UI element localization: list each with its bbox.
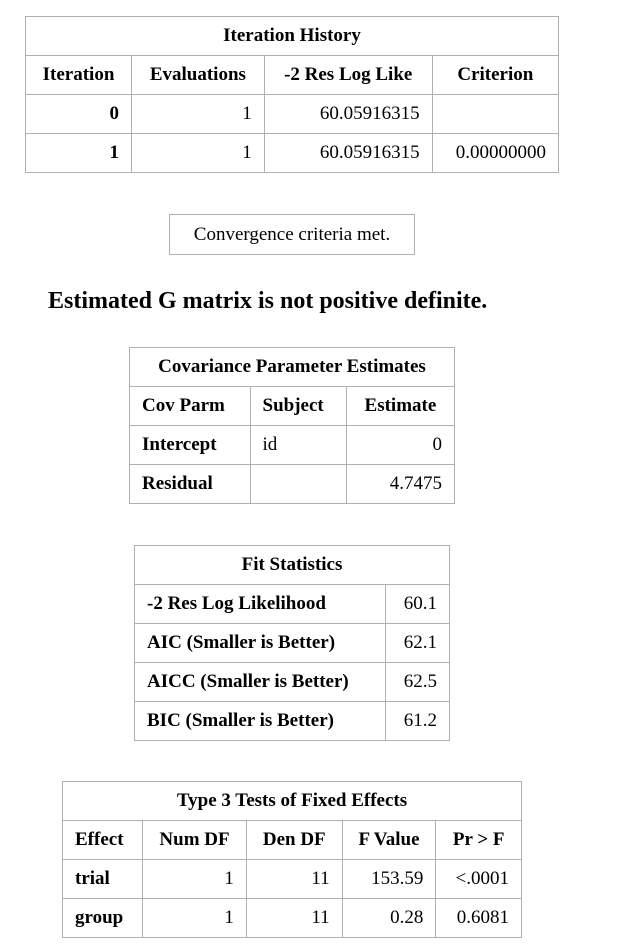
effect-cell: trial: [63, 860, 143, 899]
statistic-label: -2 Res Log Likelihood: [135, 585, 386, 624]
statistic-value: 62.5: [385, 663, 449, 702]
column-header: Evaluations: [132, 56, 265, 95]
evaluations-cell: 1: [132, 134, 265, 173]
den-df-cell: 11: [246, 899, 342, 938]
estimate-cell: 0: [346, 426, 454, 465]
type3-tests-title: Type 3 Tests of Fixed Effects: [63, 782, 522, 821]
iteration-cell: 0: [26, 95, 132, 134]
covariance-estimates-table: [129, 347, 455, 504]
table-row: [130, 426, 455, 465]
fit-statistics-table: [134, 545, 450, 741]
column-header: Iteration: [26, 56, 132, 95]
estimate-cell: 4.7475: [346, 465, 454, 504]
g-matrix-warning: Estimated G matrix is not positive definite.: [48, 288, 488, 314]
criterion-cell: [432, 95, 558, 134]
table-row: [130, 465, 455, 504]
evaluations-cell: 1: [132, 95, 265, 134]
table-row: [135, 624, 450, 663]
convergence-note: Convergence criteria met.: [169, 214, 415, 255]
statistic-label: AIC (Smaller is Better): [135, 624, 386, 663]
iteration-cell: 1: [26, 134, 132, 173]
cov-parm-cell: Intercept: [130, 426, 251, 465]
statistic-value: 61.2: [385, 702, 449, 741]
table-row: [26, 134, 559, 173]
type3-tests-table: [62, 781, 522, 938]
column-header: Subject: [250, 387, 346, 426]
cov-parm-cell: Residual: [130, 465, 251, 504]
p-value-cell: 0.6081: [436, 899, 522, 938]
covariance-estimates-title: Covariance Parameter Estimates: [130, 348, 455, 387]
subject-cell: [250, 465, 346, 504]
table-row: [26, 95, 559, 134]
den-df-cell: 11: [246, 860, 342, 899]
column-header: Estimate: [346, 387, 454, 426]
subject-cell: id: [250, 426, 346, 465]
table-row: [63, 899, 522, 938]
num-df-cell: 1: [143, 899, 247, 938]
fit-statistics-title: Fit Statistics: [135, 546, 450, 585]
iteration-history-table: [25, 16, 559, 173]
column-header: Pr > F: [436, 821, 522, 860]
p-value-cell: <.0001: [436, 860, 522, 899]
statistic-value: 62.1: [385, 624, 449, 663]
f-value-cell: 153.59: [342, 860, 436, 899]
criterion-cell: 0.00000000: [432, 134, 558, 173]
statistic-label: BIC (Smaller is Better): [135, 702, 386, 741]
f-value-cell: 0.28: [342, 899, 436, 938]
effect-cell: group: [63, 899, 143, 938]
column-header: Criterion: [432, 56, 558, 95]
table-row: [135, 702, 450, 741]
table-row: [135, 663, 450, 702]
column-header: F Value: [342, 821, 436, 860]
iteration-history-title: Iteration History: [26, 17, 559, 56]
num-df-cell: 1: [143, 860, 247, 899]
statistic-value: 60.1: [385, 585, 449, 624]
log-like-cell: 60.05916315: [264, 95, 432, 134]
column-header: Den DF: [246, 821, 342, 860]
statistic-label: AICC (Smaller is Better): [135, 663, 386, 702]
column-header: Cov Parm: [130, 387, 251, 426]
column-header: -2 Res Log Like: [264, 56, 432, 95]
table-row: [135, 585, 450, 624]
log-like-cell: 60.05916315: [264, 134, 432, 173]
table-row: [63, 860, 522, 899]
column-header: Num DF: [143, 821, 247, 860]
column-header: Effect: [63, 821, 143, 860]
